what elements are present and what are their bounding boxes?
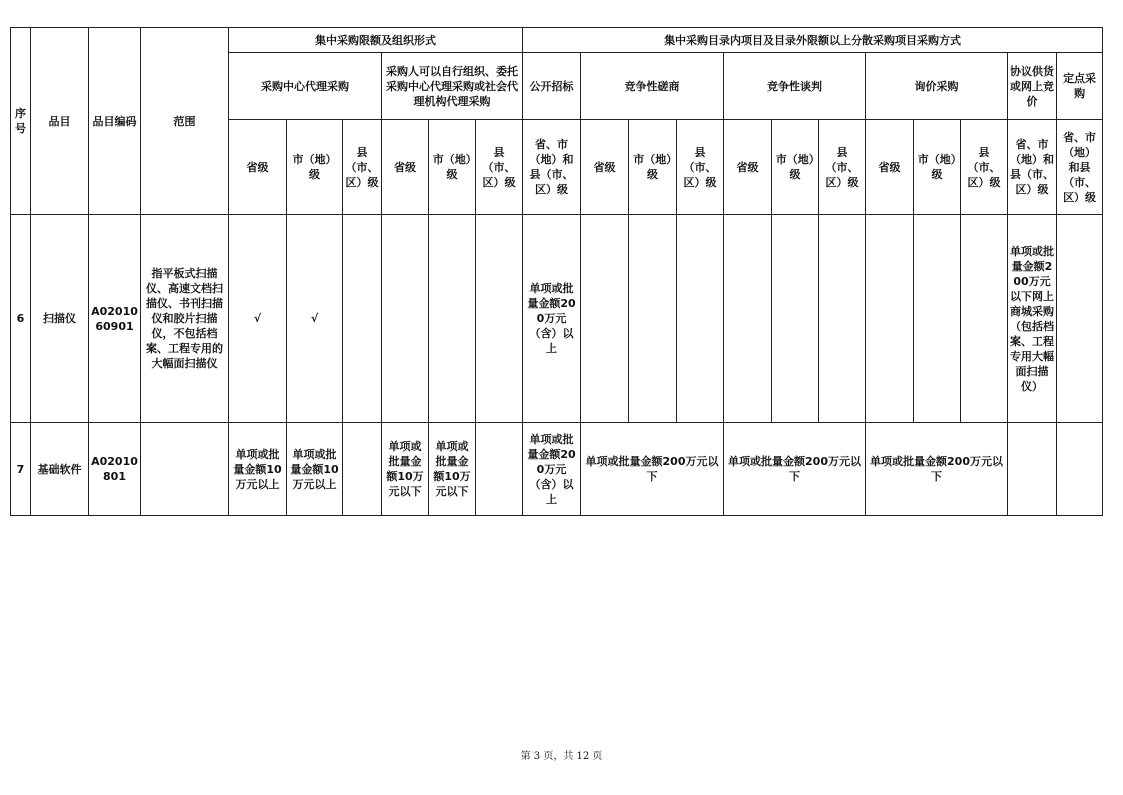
header-item: 品目 [31,28,89,215]
header-group-scattered: 集中采购目录内项目及目录外限额以上分散采购项目采购方式 [523,28,1103,53]
level-city: 市（地）级 [629,120,677,215]
row-code: A0201060901 [89,215,141,423]
header-row-1 [11,28,1103,53]
cell-self-city: 单项或批量金额10万元以下 [429,423,476,516]
cell-open-tender: 单项或批量金额200万元（含）以上 [523,215,581,423]
header-competitive-negotiation: 竞争性谈判 [724,53,866,120]
cell-central-city: √ [287,215,343,423]
cell-empty [961,215,1008,423]
cell-empty [629,215,677,423]
row-code: A02010801 [89,423,141,516]
cell-empty [141,423,229,516]
cell-empty [866,215,914,423]
level-all: 省、市（地）和县（市、区）级 [1057,120,1103,215]
level-city: 市（地）级 [429,120,476,215]
cell-empty [476,423,523,516]
header-inquiry: 询价采购 [866,53,1008,120]
cell-open-tender: 单项或批量金额200万元（含）以上 [523,423,581,516]
cell-empty [343,423,382,516]
row-seq: 6 [11,215,31,423]
cell-empty [476,215,523,423]
cell-central-province: √ [229,215,287,423]
cell-negotiation: 单项或批量金额200万元以下 [724,423,866,516]
header-designated: 定点采购 [1057,53,1103,120]
cell-empty [382,215,429,423]
cell-empty [1057,215,1103,423]
header-central-agency: 采购中心代理采购 [229,53,382,120]
row-item: 基础软件 [31,423,89,516]
level-province: 省级 [724,120,772,215]
level-county: 县（市、区）级 [961,120,1008,215]
cell-central-province: 单项或批量金额10万元以上 [229,423,287,516]
header-seq: 序号 [11,28,31,215]
level-province: 省级 [866,120,914,215]
cell-empty [1008,423,1057,516]
level-province: 省级 [229,120,287,215]
cell-empty [1057,423,1103,516]
cell-empty [724,215,772,423]
header-self-org: 采购人可以自行组织、委托采购中心代理采购或社会代理机构代理采购 [382,53,523,120]
cell-empty [581,215,629,423]
row-scope: 指平板式扫描仪、高速文档扫描仪、书刊扫描仪和胶片扫描仪，不包括档案、工程专用的大幅面扫描仪 [141,215,229,423]
header-competitive-consult: 竞争性磋商 [581,53,724,120]
cell-empty [343,215,382,423]
header-group-central: 集中采购限额及组织形式 [229,28,523,53]
procurement-table [10,27,1103,516]
cell-empty [429,215,476,423]
level-city: 市（地）级 [914,120,961,215]
row-item: 扫描仪 [31,215,89,423]
level-city: 市（地）级 [772,120,819,215]
level-county: 县（市、区）级 [476,120,523,215]
cell-inquiry: 单项或批量金额200万元以下 [866,423,1008,516]
header-agreement-online: 协议供货或网上竞价 [1008,53,1057,120]
level-city: 市（地）级 [287,120,343,215]
header-scope: 范围 [141,28,229,215]
cell-empty [914,215,961,423]
cell-consult: 单项或批量金额200万元以下 [581,423,724,516]
cell-empty [677,215,724,423]
level-province: 省级 [382,120,429,215]
header-open-tender: 公开招标 [523,53,581,120]
cell-empty [772,215,819,423]
cell-agreement-online: 单项或批量金额200万元以下网上商城采购（包括档案、工程专用大幅面扫描仪） [1008,215,1057,423]
level-all: 省、市（地）和县（市、区）级 [523,120,581,215]
cell-empty [819,215,866,423]
level-province: 省级 [581,120,629,215]
table-row [11,423,1103,516]
cell-central-city: 单项或批量金额10万元以上 [287,423,343,516]
level-all: 省、市（地）和县（市、区）级 [1008,120,1057,215]
level-county: 县（市、区）级 [819,120,866,215]
table-row [11,215,1103,423]
cell-self-province: 单项或批量金额10万元以下 [382,423,429,516]
header-code: 品目编码 [89,28,141,215]
row-seq: 7 [11,423,31,516]
level-county: 县（市、区）级 [343,120,382,215]
level-county: 县（市、区）级 [677,120,724,215]
page-footer: 第 3 页，共 12 页 [520,751,603,762]
